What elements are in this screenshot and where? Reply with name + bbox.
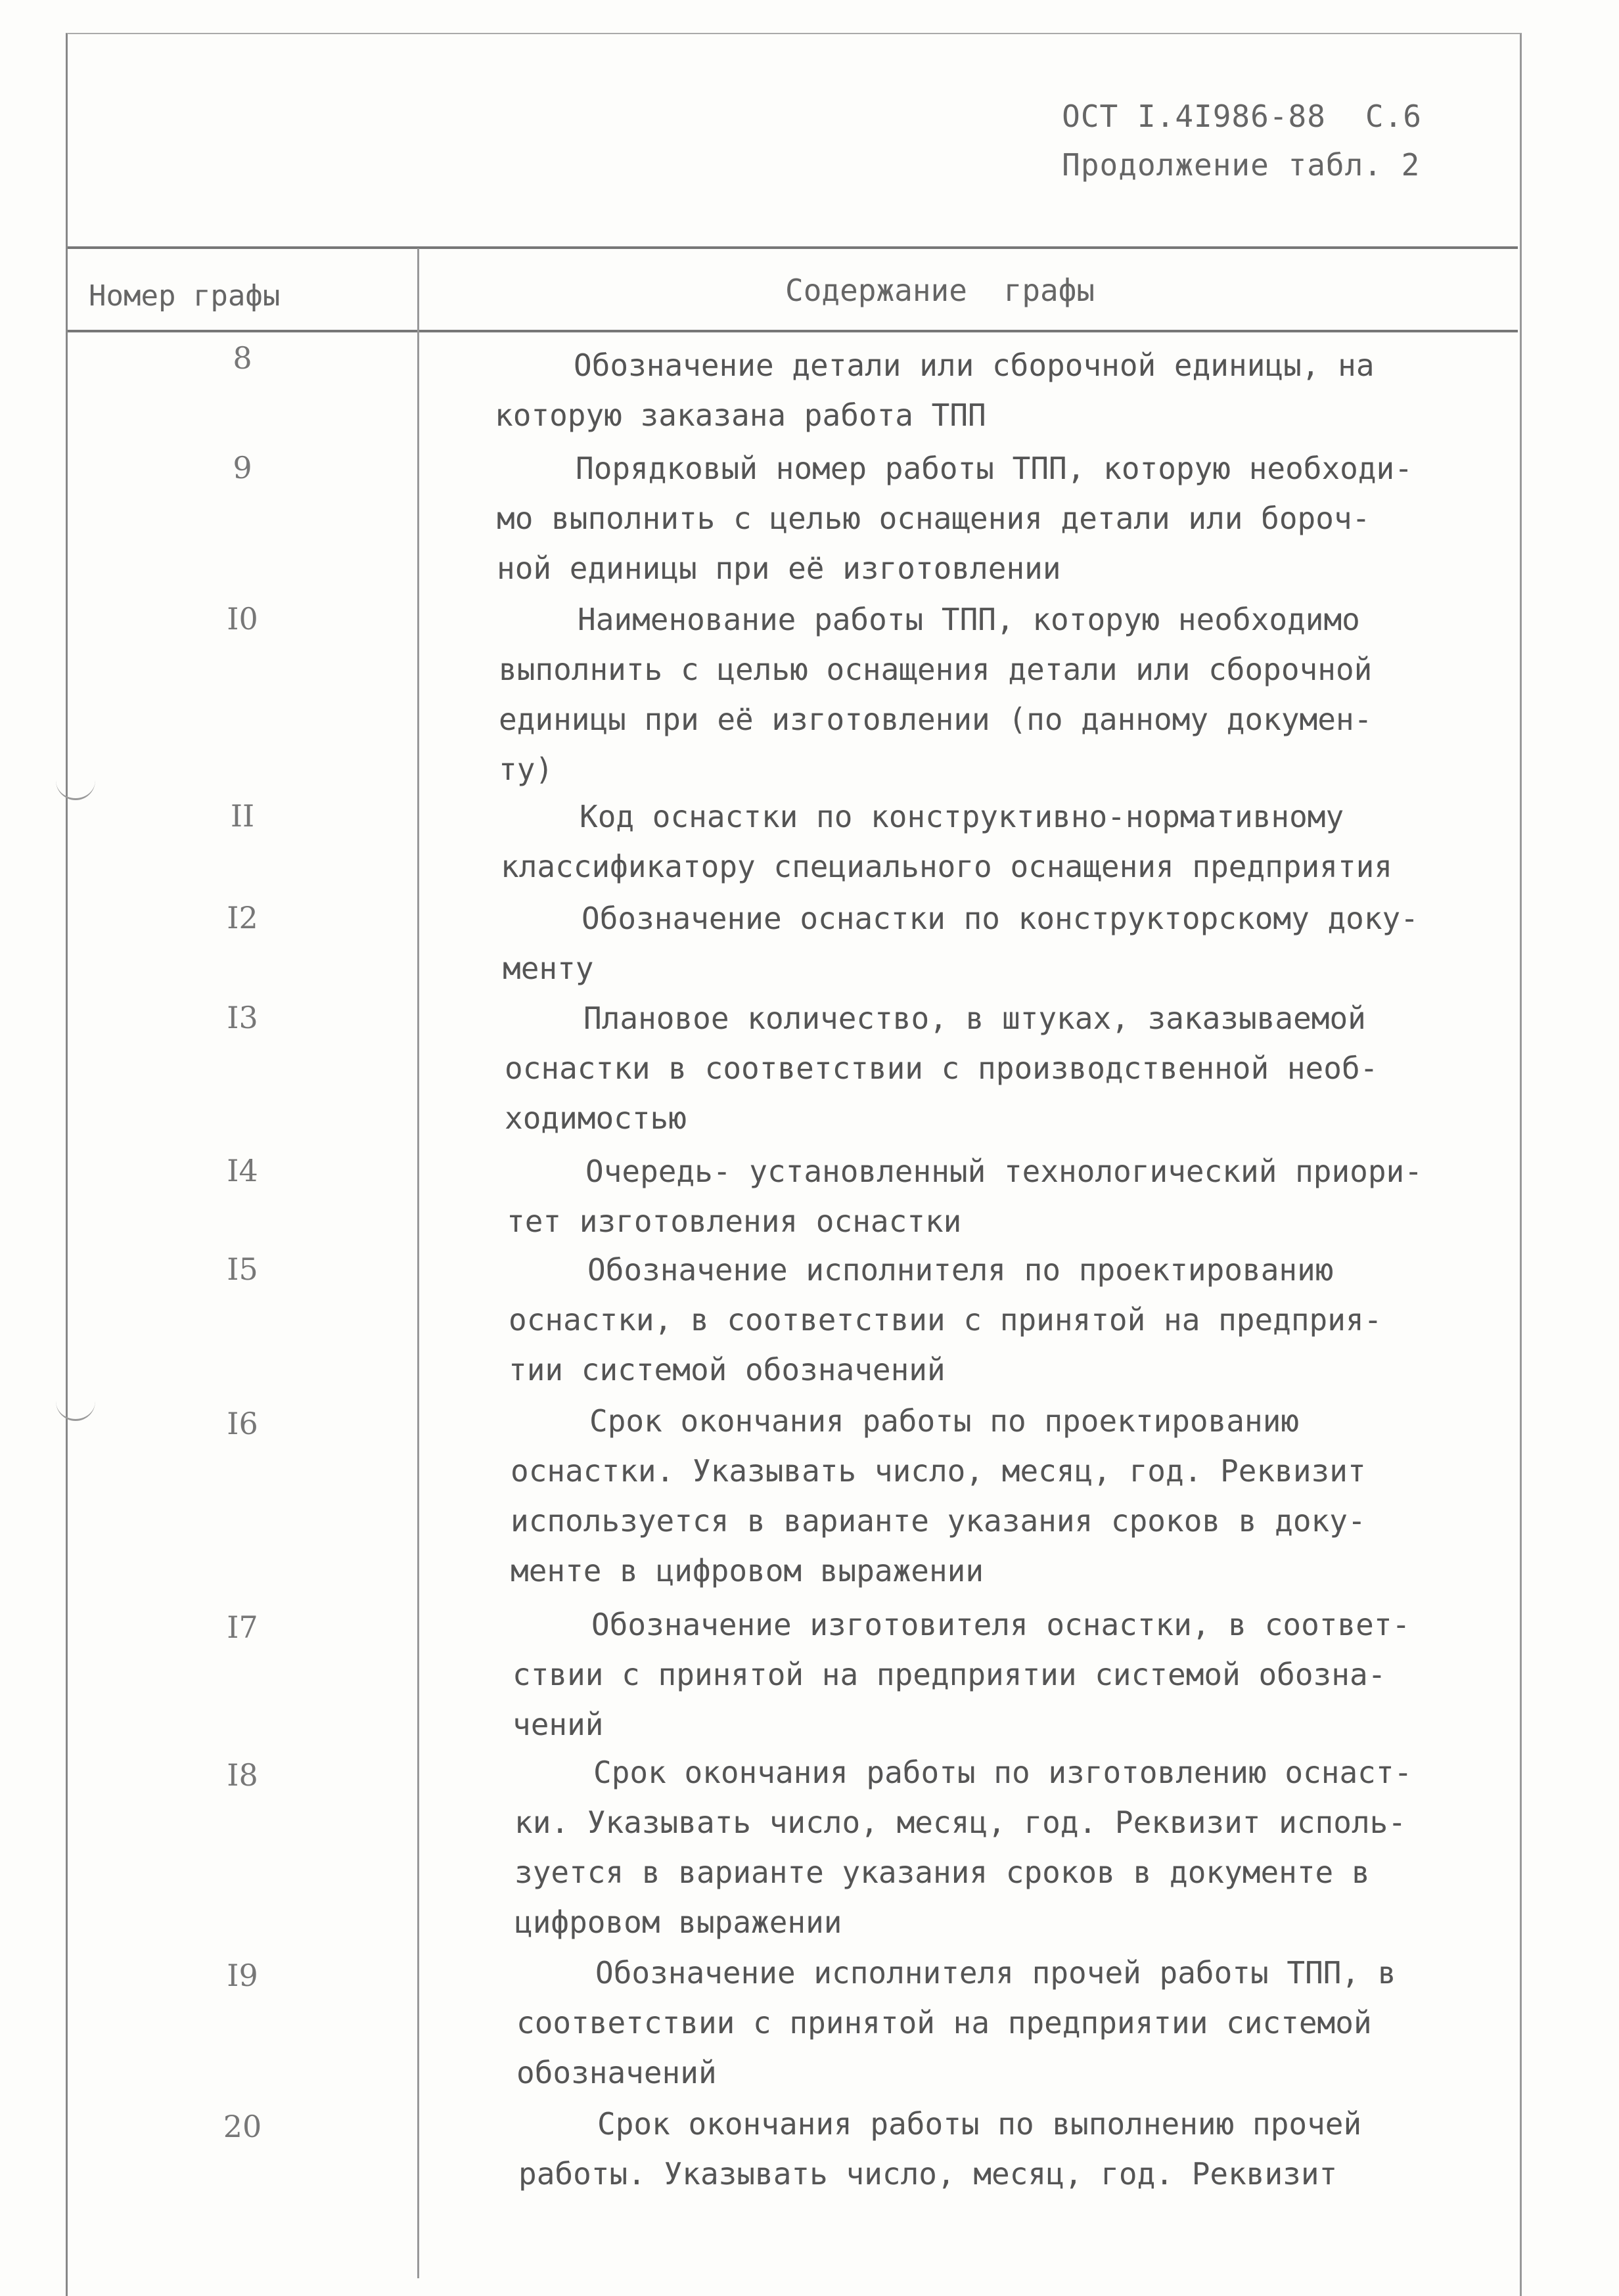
column-header-content: Содержание графы <box>785 273 1095 308</box>
doc-code: ОСТ I.4I986-88 <box>1062 99 1326 134</box>
content-line: зуется в варианте указания сроков в документе в <box>514 1855 1370 1890</box>
row-number: 20 <box>223 2109 262 2144</box>
content-line: обозначений <box>516 2055 717 2090</box>
content-line: Обозначение исполнителя по проектированию <box>587 1252 1334 1288</box>
row-content <box>503 893 1587 993</box>
row-content <box>513 1600 1597 1749</box>
row-number: I3 <box>227 1000 258 1035</box>
column-header-number: Номер графы <box>89 279 281 313</box>
row-content <box>516 1948 1601 2098</box>
content-line: Плановое количество, в штуках, заказываемой <box>583 1001 1366 1036</box>
row-number: I0 <box>227 601 258 637</box>
content-line: Обозначение оснастки по конструкторскому доку- <box>581 901 1419 936</box>
content-line: Срок окончания работы по выполнению прочей <box>597 2106 1362 2142</box>
row-content <box>497 443 1581 593</box>
row-content <box>514 1747 1599 1947</box>
row-content <box>511 1396 1595 1596</box>
content-line: ки. Указывать число, месяц, год. Реквизит исполь- <box>514 1805 1407 1840</box>
content-line: Обозначение изготовителя оснастки, в соответ- <box>591 1607 1411 1642</box>
content-line: выполнить с целью оснащения детали или сборочной <box>499 652 1373 687</box>
content-line: работы. Указывать число, месяц, год. Реквизит <box>518 2156 1338 2192</box>
content-line: оснастки, в соответствии с принятой на предприя- <box>509 1302 1382 1338</box>
row-number: 9 <box>233 450 252 485</box>
content-line: цифровом выражении <box>514 1904 842 1940</box>
content-line: Срок окончания работы по изготовлению оснаст- <box>593 1755 1413 1790</box>
content-line: классификатору специального оснащения предприятия <box>501 849 1393 884</box>
content-line: Код оснастки по конструктивно-нормативному <box>580 799 1344 834</box>
content-line: ствии с принятой на предприятии системой обозна- <box>513 1657 1386 1692</box>
content-line: тии системой обозначений <box>509 1352 946 1387</box>
content-line: тет изготовления оснастки <box>507 1204 962 1239</box>
content-line: Обозначение исполнителя прочей работы ТПП, в <box>595 1955 1396 1991</box>
table-header-rule <box>68 330 1518 332</box>
content-line: ходимостью <box>505 1100 687 1136</box>
document-header <box>1062 99 1422 183</box>
page-number: С.6 <box>1365 99 1422 134</box>
row-content <box>495 340 1579 440</box>
content-line: Очередь- установленный технологический приори- <box>585 1154 1423 1189</box>
header-code-line <box>1062 99 1422 134</box>
row-content <box>501 792 1585 891</box>
content-line: единицы при её изготовлении (по данному докумен- <box>499 702 1373 737</box>
row-content <box>505 993 1589 1143</box>
content-line: соответствии с принятой на предприятии системой <box>516 2005 1372 2040</box>
row-content <box>499 595 1583 794</box>
column-divider <box>417 248 419 2278</box>
row-number: I4 <box>227 1153 258 1188</box>
content-line: оснастки. Указывать число, месяц, год. Реквизит <box>511 1453 1366 1489</box>
row-number: I9 <box>227 1958 258 1993</box>
row-content <box>518 2099 1603 2199</box>
row-number: I6 <box>227 1406 258 1441</box>
content-line: чений <box>513 1707 604 1742</box>
content-line: которую заказана работа ТПП <box>495 397 986 433</box>
content-line: ной единицы при её изготовлении <box>497 551 1061 586</box>
content-line: оснастки в соответствии с производственной необ- <box>505 1050 1379 1086</box>
row-content <box>509 1245 1593 1395</box>
row-content <box>507 1146 1591 1246</box>
table-continuation: Продолжение табл. 2 <box>1062 147 1421 183</box>
row-number: I2 <box>227 900 258 935</box>
content-line: ту) <box>499 752 554 787</box>
row-number: II <box>230 798 255 834</box>
content-line: менте в цифровом выражении <box>511 1553 984 1588</box>
content-line: Обозначение детали или сборочной единицы, на <box>574 348 1375 383</box>
content-line: менту <box>503 951 594 986</box>
row-number: I5 <box>227 1251 258 1287</box>
row-number: I8 <box>227 1757 258 1793</box>
content-line: мо выполнить с целью оснащения детали или бороч- <box>497 501 1371 536</box>
content-line: Порядковый номер работы ТПП, которую необходи- <box>576 451 1413 486</box>
content-line: используется в варианте указания сроков в доку- <box>511 1503 1366 1539</box>
content-line: Срок окончания работы по проектированию <box>589 1403 1300 1439</box>
row-number: I7 <box>227 1609 258 1645</box>
row-number: 8 <box>233 340 252 376</box>
table-top-rule <box>68 246 1518 249</box>
content-line: Наименование работы ТПП, которую необходимо <box>578 602 1360 637</box>
